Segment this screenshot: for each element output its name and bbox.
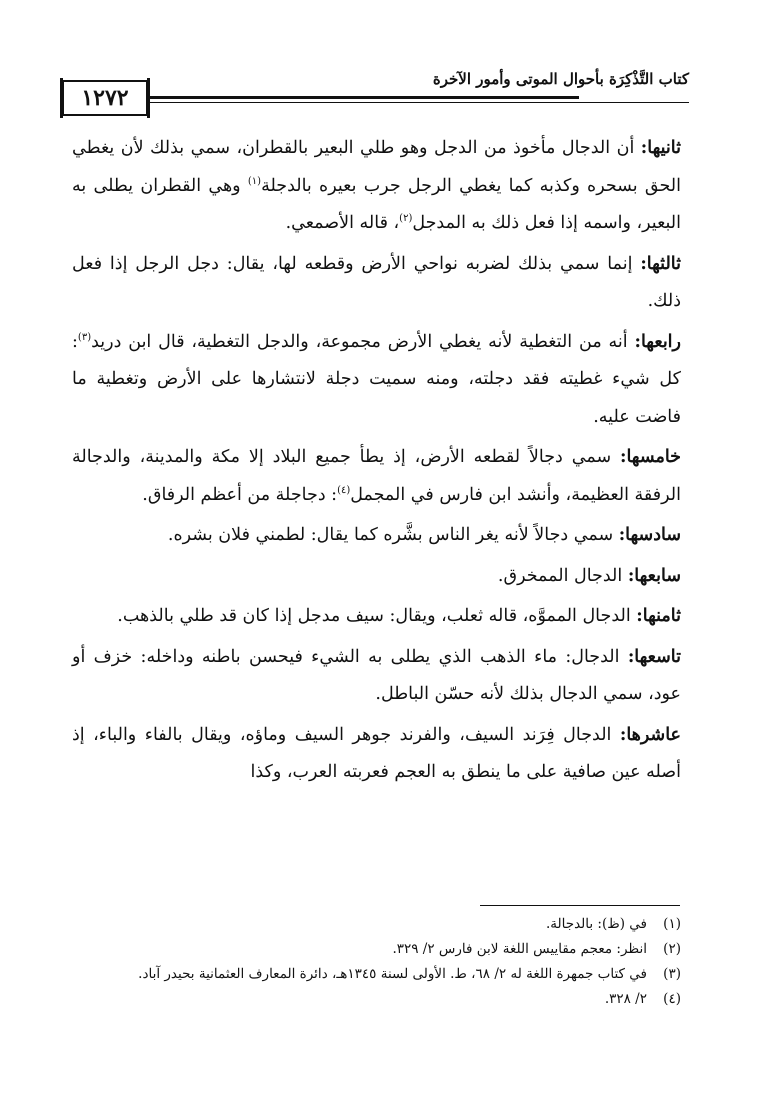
footnote bbox=[72, 912, 681, 937]
paragraph-text: سمي دجالاً لأنه يغر الناس بشَّره كما يقال: لطمني فلان بشره. bbox=[167, 525, 619, 545]
footnote-text: انظر: معجم مقاييس اللغة لابن فارس ٢/ ٣٢٩. bbox=[392, 941, 647, 957]
paragraph-text: : كل شيء غطيته فقد دجلته، ومنه سميت دجلة لانتشارها على الأرض وتغطية ما فاضت عليه. bbox=[72, 331, 681, 427]
paragraph-text: ، قاله الأصمعي. bbox=[285, 213, 400, 233]
footnote bbox=[72, 987, 681, 1012]
paragraph-text: الدجال المموَّه، قاله ثعلب، ويقال: سيف مدجل إذا كان قد طلي بالذهب. bbox=[117, 606, 637, 626]
paragraph bbox=[72, 598, 681, 636]
footnote-number: (٢) bbox=[663, 941, 681, 957]
paragraph-label: عاشرها: bbox=[619, 724, 681, 745]
paragraph-text: وهي القطران يطلى به البعير، واسمه إذا فعل ذلك به المدجل bbox=[72, 175, 681, 233]
footnote bbox=[72, 962, 681, 987]
header-rule-thin bbox=[62, 102, 689, 103]
paragraph-text: الدجال فِرَند السيف، والفرند جوهر السيف وماؤه، ويقال بالفاء والباء، إذ أصله عين صافية على ما ينطق به العجم فعربته العرب، وكذا bbox=[72, 724, 681, 782]
footnote-separator bbox=[480, 905, 680, 906]
footnote-ref: (٤) bbox=[337, 484, 351, 496]
paragraph-text: أنه من التغطية لأنه يغطي الأرض مجموعة، والدجل التغطية، قال ابن دريد bbox=[91, 331, 635, 352]
body-text bbox=[72, 130, 681, 795]
paragraph bbox=[72, 324, 681, 437]
paragraph bbox=[72, 639, 681, 714]
paragraph-text: الدجال الممخرق. bbox=[497, 565, 628, 586]
paragraph-text: إنما سمي بذلك لضربه نواحي الأرض وقطعه لها، يقال: دجل الرجل إذا فعل ذلك. bbox=[72, 253, 681, 311]
paragraph-text: الدجال: ماء الذهب الذي يطلى به الشيء فيحسن باطنه وداخله: خزف أو عود، سمي الدجال بذلك لأنه حسّن الباطل. bbox=[72, 646, 681, 704]
paragraph bbox=[72, 439, 681, 514]
paragraph-text: أن الدجال مأخوذ من الدجل وهو طلي البعير بالقطران، سمي بذلك لأن يغطي الحق بسحره وكذبه كما يغطي الرجل جرب بعيره بالدجلة bbox=[72, 138, 681, 196]
footnote-text: في (ظ): بالدجالة. bbox=[545, 916, 647, 932]
paragraph-label: ثامنها: bbox=[636, 606, 681, 626]
paragraph-label: ثالثها: bbox=[640, 253, 681, 274]
footnote-number: (٤) bbox=[663, 991, 681, 1007]
paragraph-label: خامسها: bbox=[620, 447, 681, 467]
footnote-ref: (٣) bbox=[77, 331, 92, 343]
paragraph-text: : دجاجلة من أعظم الرفاق. bbox=[142, 484, 338, 505]
running-header bbox=[62, 70, 689, 110]
paragraph bbox=[72, 558, 681, 596]
footnote-text: ٢/ ٣٢٨. bbox=[604, 991, 647, 1007]
paragraph bbox=[72, 517, 681, 555]
paragraph bbox=[72, 717, 681, 792]
paragraph-label: سابعها: bbox=[627, 565, 681, 586]
page-number: ١٢٧٢ bbox=[62, 80, 148, 116]
footnote-ref: (١) bbox=[247, 175, 262, 187]
footnote bbox=[72, 937, 681, 962]
footnote-number: (١) bbox=[663, 916, 681, 932]
book-title: كتاب التَّذْكِرَة بأحوال الموتى وأمور الآخرة bbox=[432, 70, 689, 88]
footnote-ref: (٢) bbox=[399, 213, 413, 225]
paragraph-label: رابعها: bbox=[634, 331, 681, 352]
footnote-number: (٣) bbox=[663, 966, 681, 982]
paragraph bbox=[72, 246, 681, 321]
footnote-text: في كتاب جمهرة اللغة له ٢/ ٦٨، ط. الأولى لسنة ١٣٤٥هـ، دائرة المعارف العثمانية بحيدر آباد. bbox=[138, 966, 647, 982]
paragraph bbox=[72, 130, 681, 243]
paragraph-text: سمي دجالاً لقطعه الأرض، إذ يطأ جميع البلاد إلا مكة والمدينة، والدجالة الرفقة العظيمة، وأنشد ابن فارس في المجمل bbox=[72, 447, 681, 505]
paragraph-label: سادسها: bbox=[618, 525, 681, 545]
paragraph-label: تاسعها: bbox=[627, 646, 681, 667]
footnotes bbox=[72, 912, 681, 1012]
paragraph-label: ثانيها: bbox=[640, 138, 681, 158]
